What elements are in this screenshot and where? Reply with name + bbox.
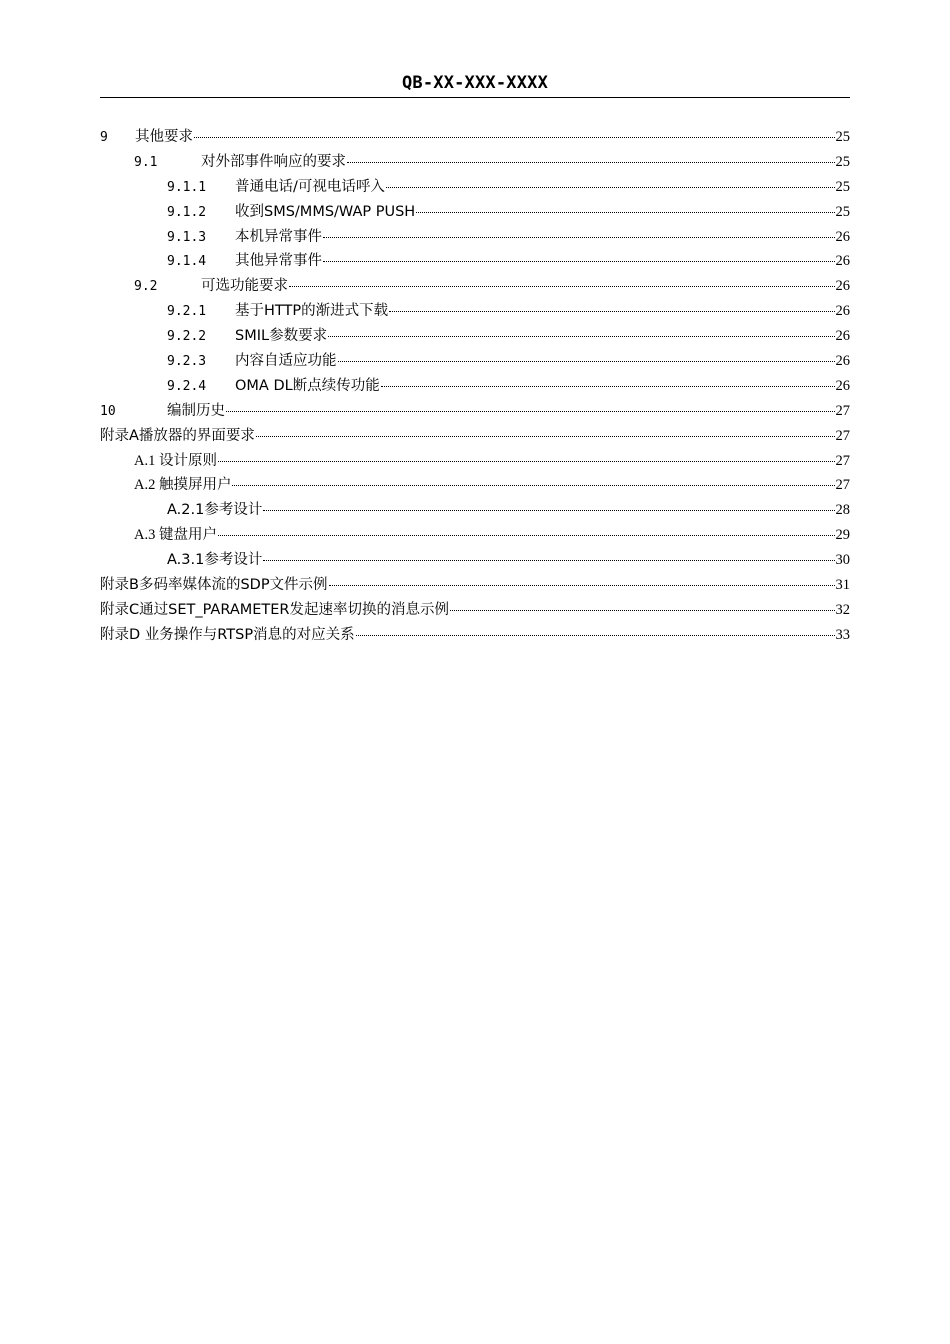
toc-number: 9.2.3 (167, 354, 207, 370)
toc-title: OMA DL断点续传功能 (235, 377, 380, 394)
toc-entry[interactable] (100, 449, 850, 474)
toc-page-number: 31 (835, 577, 850, 594)
toc-entry[interactable] (100, 249, 850, 274)
toc-number: 9.1.4 (167, 254, 207, 270)
toc-leader (356, 635, 835, 636)
toc-entry[interactable] (100, 523, 850, 548)
toc-page-number: 33 (835, 626, 850, 643)
toc-title: 本机异常事件 (235, 228, 322, 245)
toc-leader (389, 311, 834, 312)
toc-number: 9 (100, 130, 108, 145)
toc-title: 附录C通过SET_PARAMETER发起速率切换的消息示例 (100, 601, 450, 618)
toc-page-number: 26 (835, 377, 850, 394)
toc-entry[interactable] (100, 200, 850, 225)
toc-leader (232, 485, 834, 486)
toc-number: 9.2.2 (167, 329, 207, 345)
toc-page-number: 27 (835, 452, 850, 469)
toc-title: 其他要求 (135, 129, 193, 145)
toc-title: 其他异常事件 (235, 253, 322, 270)
toc-entry[interactable] (100, 623, 850, 648)
toc-page-number: 30 (835, 552, 850, 569)
toc-page-number: 26 (835, 328, 850, 345)
toc-leader (381, 386, 835, 387)
toc-leader (328, 336, 834, 337)
toc-page-number: 28 (835, 502, 850, 519)
toc-page-number: 26 (835, 303, 850, 320)
toc-page-number: 27 (835, 427, 850, 444)
toc-page-number: 29 (835, 527, 850, 544)
toc-entry[interactable] (100, 548, 850, 573)
toc-title: 附录B多码率媒体流的SDP文件示例 (100, 577, 328, 594)
toc-entry[interactable] (100, 399, 850, 424)
toc-leader (338, 361, 835, 362)
toc-number: 9.1.1 (167, 179, 207, 195)
toc-entry[interactable] (100, 225, 850, 250)
toc-page-number: 25 (835, 203, 850, 220)
toc-title: 附录A播放器的界面要求 (100, 427, 255, 444)
toc-page-number: 26 (835, 353, 850, 370)
toc-title: SMIL参数要求 (235, 328, 328, 345)
toc-entry[interactable] (100, 424, 850, 449)
toc-page-number: 25 (835, 153, 850, 170)
toc-page-number: 26 (835, 278, 850, 295)
toc-title: 可选功能要求 (201, 278, 288, 295)
toc-leader (450, 610, 834, 611)
toc-title: A.3.1参考设计 (167, 552, 263, 569)
toc-page-number: 27 (835, 402, 850, 419)
toc-number: 9.1 (134, 154, 158, 170)
toc-leader (347, 162, 835, 163)
toc-page-number: 26 (835, 228, 850, 245)
toc-entry[interactable] (100, 374, 850, 399)
toc-entry[interactable] (100, 349, 850, 374)
toc-entry[interactable] (100, 175, 850, 200)
toc-entry[interactable] (100, 150, 850, 175)
toc-leader (194, 137, 835, 138)
toc-title: A.2.1参考设计 (167, 502, 263, 519)
toc-leader (263, 560, 834, 561)
toc-title: A.3 键盘用户 (134, 527, 217, 544)
toc-title: A.1 设计原则 (134, 452, 217, 469)
toc-leader (416, 212, 834, 213)
toc-number: 9.2.4 (167, 378, 207, 394)
page-header (100, 70, 850, 98)
toc-page-number: 27 (835, 477, 850, 494)
toc-leader (256, 436, 835, 437)
toc-entry[interactable] (100, 324, 850, 349)
toc-number: 9.2.1 (167, 304, 207, 320)
toc-number: 10 (100, 403, 116, 419)
toc-title: 收到SMS/MMS/WAP PUSH (235, 203, 416, 220)
toc-title: 内容自适应功能 (235, 353, 337, 370)
toc-page-number: 25 (835, 178, 850, 195)
toc-entry[interactable] (100, 299, 850, 324)
toc-leader (386, 187, 835, 188)
document-number: QB-XX-XXX-XXXX (401, 73, 549, 93)
toc-leader (218, 535, 835, 536)
toc-leader (226, 411, 835, 412)
toc-number: 9.1.3 (167, 229, 207, 245)
toc-entry[interactable] (100, 573, 850, 598)
toc-leader (329, 585, 835, 586)
toc-title: 对外部事件响应的要求 (201, 153, 346, 170)
toc-number: 9.1.2 (167, 204, 207, 220)
toc-page-number: 32 (835, 601, 850, 618)
toc-title: 附录D 业务操作与RTSP消息的对应关系 (100, 626, 355, 643)
toc-entry[interactable] (100, 598, 850, 623)
toc-number: 9.2 (134, 279, 158, 295)
toc-entry[interactable] (100, 274, 850, 299)
toc-leader (263, 510, 834, 511)
toc-title: A.2 触摸屏用户 (134, 477, 232, 494)
toc-title: 基于HTTP的渐进式下载 (235, 303, 389, 320)
toc-leader (323, 237, 835, 238)
toc-title: 普通电话/可视电话呼入 (235, 178, 385, 195)
toc-page-number: 26 (835, 253, 850, 270)
toc-leader (323, 261, 835, 262)
toc-entry[interactable] (100, 125, 850, 150)
toc-title: 编制历史 (167, 402, 225, 419)
toc-entry[interactable] (100, 498, 850, 523)
toc-leader (289, 286, 835, 287)
toc-leader (218, 461, 835, 462)
toc-entry[interactable] (100, 473, 850, 498)
toc-page-number: 25 (835, 129, 850, 145)
table-of-contents (100, 125, 850, 648)
